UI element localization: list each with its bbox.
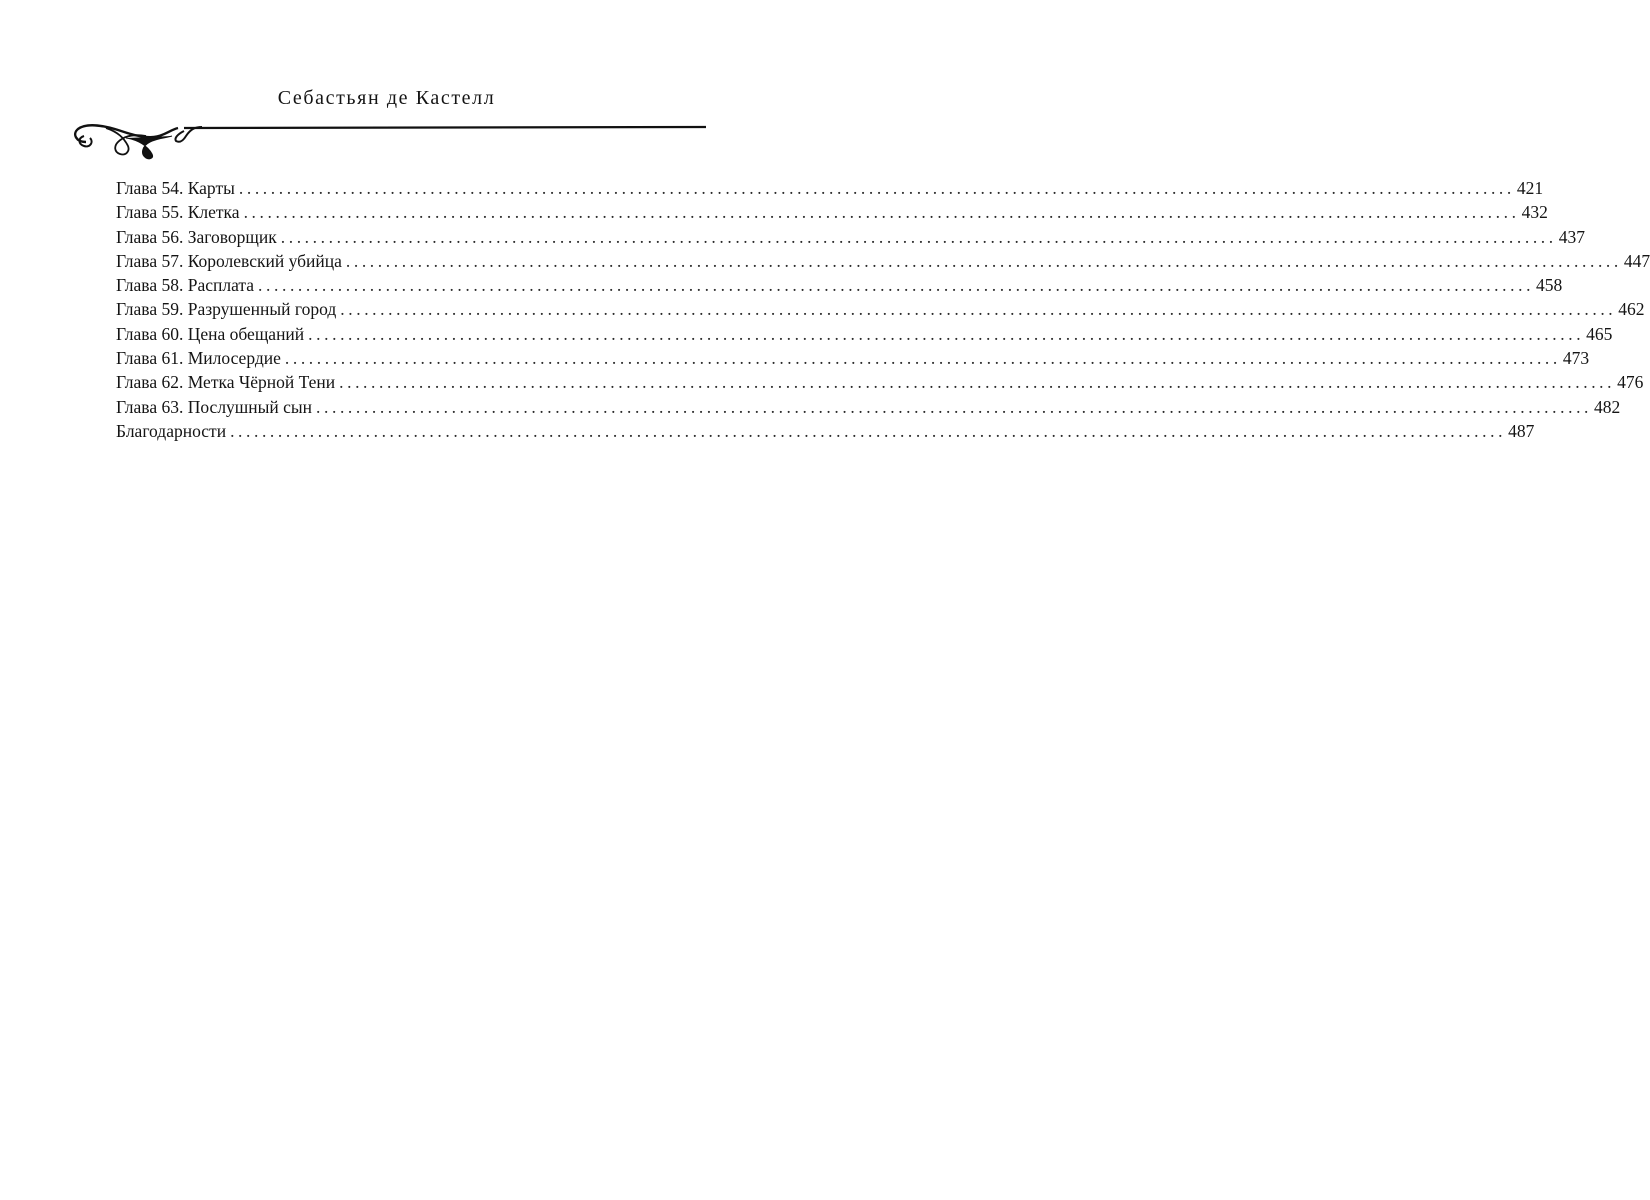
toc-entry-title: Глава 63. Послушный сын: [116, 396, 313, 417]
toc-entry[interactable]: [116, 322, 1613, 346]
toc-entry-title: Глава 56. Заговорщик: [116, 226, 277, 247]
dot-leader: ................................................................................................................................................................: [316, 396, 1593, 417]
running-header: Себастьян де Кастелл: [277, 87, 496, 109]
toc-entry-title: Глава 54. Карты: [116, 178, 235, 198]
toc-entry-page: 462: [1618, 299, 1645, 320]
dot-leader: ................................................................................................................................................................: [258, 275, 1535, 296]
toc-entry-page: 432: [1521, 202, 1548, 223]
toc-entry[interactable]: [116, 419, 1535, 443]
toc-entry[interactable]: [116, 395, 1621, 419]
toc-entry[interactable]: [116, 346, 1590, 370]
toc-entry-page: 473: [1562, 348, 1590, 369]
toc-entry-title: Глава 62. Метка Чёрной Тени: [116, 372, 336, 393]
toc-entry-title: Глава 58. Расплата: [116, 275, 255, 296]
toc-entry-page: 447: [1623, 250, 1650, 271]
flourish-divider-icon: [66, 116, 706, 162]
toc-entry[interactable]: [116, 370, 1644, 394]
toc-entry[interactable]: [116, 297, 1645, 321]
toc-entry[interactable]: [116, 200, 1548, 224]
toc-entry-title: Глава 57. Королевский убийца: [116, 250, 342, 271]
toc-entry[interactable]: [116, 273, 1563, 297]
toc-entry[interactable]: [116, 176, 1544, 200]
dot-leader: ................................................................................................................................................................: [340, 299, 1617, 320]
toc-entry[interactable]: [116, 225, 1585, 249]
toc-entry-page: 482: [1594, 396, 1621, 417]
dot-leader: ................................................................................................................................................................: [308, 323, 1585, 344]
dot-leader: ................................................................................................................................................................: [230, 420, 1507, 441]
toc-entry-title: Глава 60. Цена обещаний: [116, 323, 305, 344]
table-of-contents: [116, 176, 1650, 443]
toc-entry-title: Глава 59. Разрушенный город: [116, 299, 337, 320]
dot-leader: ................................................................................................................................................................: [238, 178, 1515, 198]
toc-entry-page: 458: [1536, 275, 1563, 296]
dot-leader: ................................................................................................................................................................: [339, 372, 1616, 393]
toc-entry[interactable]: [116, 249, 1650, 273]
toc-entry-title: Глава 55. Клетка: [116, 202, 240, 223]
toc-entry-title: Глава 61. Милосердие: [116, 348, 281, 369]
toc-entry-page: 487: [1508, 420, 1535, 441]
dot-leader: ................................................................................................................................................................: [243, 202, 1520, 223]
toc-entry-page: 476: [1617, 372, 1644, 393]
toc-entry-page: 437: [1558, 226, 1585, 247]
dot-leader: ................................................................................................................................................................: [284, 348, 1561, 369]
toc-entry-page: 421: [1516, 178, 1544, 198]
dot-leader: ................................................................................................................................................................: [345, 250, 1622, 271]
toc-entry-page: 465: [1586, 323, 1613, 344]
toc-entry-title: Благодарности: [116, 420, 227, 441]
dot-leader: ................................................................................................................................................................: [280, 226, 1557, 247]
